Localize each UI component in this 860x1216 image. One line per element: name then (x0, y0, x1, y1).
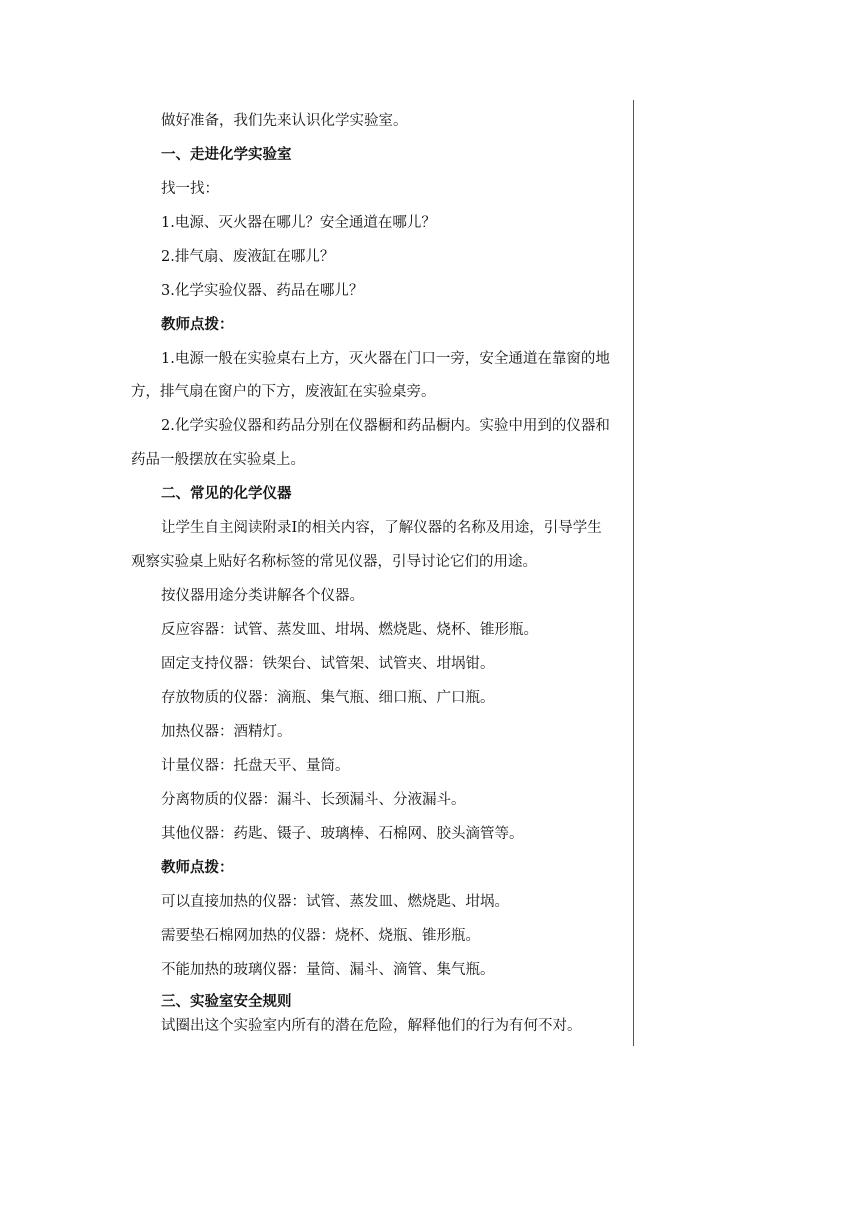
intro-text: 做好准备，我们先来认识化学实验室。 (161, 113, 408, 129)
support-instruments: 固定支持仪器：铁架台、试管架、试管夹、坩埚钳。 (161, 656, 495, 672)
find-label: 找一找： (161, 181, 219, 197)
teacher-note-heading-1: 教师点拨： (161, 316, 234, 333)
other-instruments: 其他仪器：药匙、镊子、玻璃棒、石棉网、胶头滴管等。 (161, 826, 524, 842)
question-2: 2.排气扇、废液缸在哪儿？ (161, 249, 335, 265)
reading-line-2: 观察实验桌上贴好名称标签的常见仪器，引导讨论它们的用途。 (131, 554, 537, 570)
measuring-instruments: 计量仪器：托盘天平、量筒。 (161, 758, 350, 774)
classify-text: 按仪器用途分类讲解各个仪器。 (161, 588, 364, 604)
separation-instruments: 分离物质的仪器：漏斗、长颈漏斗、分液漏斗。 (161, 792, 466, 808)
table-right-border (633, 100, 634, 1046)
heating-instruments: 加热仪器：酒精灯。 (161, 724, 292, 740)
teacher-note-heading-2: 教师点拨： (161, 859, 234, 876)
tip-1-line-2: 方，排气扇在窗户的下方，废液缸在实验桌旁。 (131, 384, 436, 400)
gauze-heating-text: 需要垫石棉网加热的仪器：烧杯、烧瓶、锥形瓶。 (161, 928, 480, 944)
question-1: 1.电源、灭火器在哪儿？安全通道在哪儿？ (161, 215, 436, 231)
tip-2-line-2: 药品一般摆放在实验桌上。 (131, 452, 305, 468)
section-2-title: 二、常见的化学仪器 (161, 485, 292, 502)
tip-2-line-1: 2.化学实验仪器和药品分别在仪器橱和药品橱内。实验中用到的仪器和 (161, 418, 610, 434)
reaction-vessels: 反应容器：试管、蒸发皿、坩埚、燃烧匙、烧杯、锥形瓶。 (161, 622, 538, 638)
tip-1-line-1: 1.电源一般在实验桌右上方，灭火器在门口一旁，安全通道在靠窗的地 (161, 351, 610, 367)
reading-line-1: 让学生自主阅读附录Ⅰ的相关内容，了解仪器的名称及用途，引导学生 (161, 520, 602, 536)
direct-heating-text: 可以直接加热的仪器：试管、蒸发皿、燃烧匙、坩埚。 (161, 894, 509, 910)
question-3: 3.化学实验仪器、药品在哪儿？ (161, 283, 364, 299)
section-1-title: 一、走进化学实验室 (161, 146, 292, 163)
non-heatable-text: 不能加热的玻璃仪器：量筒、漏斗、滴管、集气瓶。 (161, 962, 495, 978)
storage-instruments: 存放物质的仪器：滴瓶、集气瓶、细口瓶、广口瓶。 (161, 690, 495, 706)
circle-hazards-text: 试圈出这个实验室内所有的潜在危险，解释他们的行为有何不对。 (161, 1018, 582, 1034)
section-3-title: 三、实验室安全规则 (161, 993, 292, 1010)
